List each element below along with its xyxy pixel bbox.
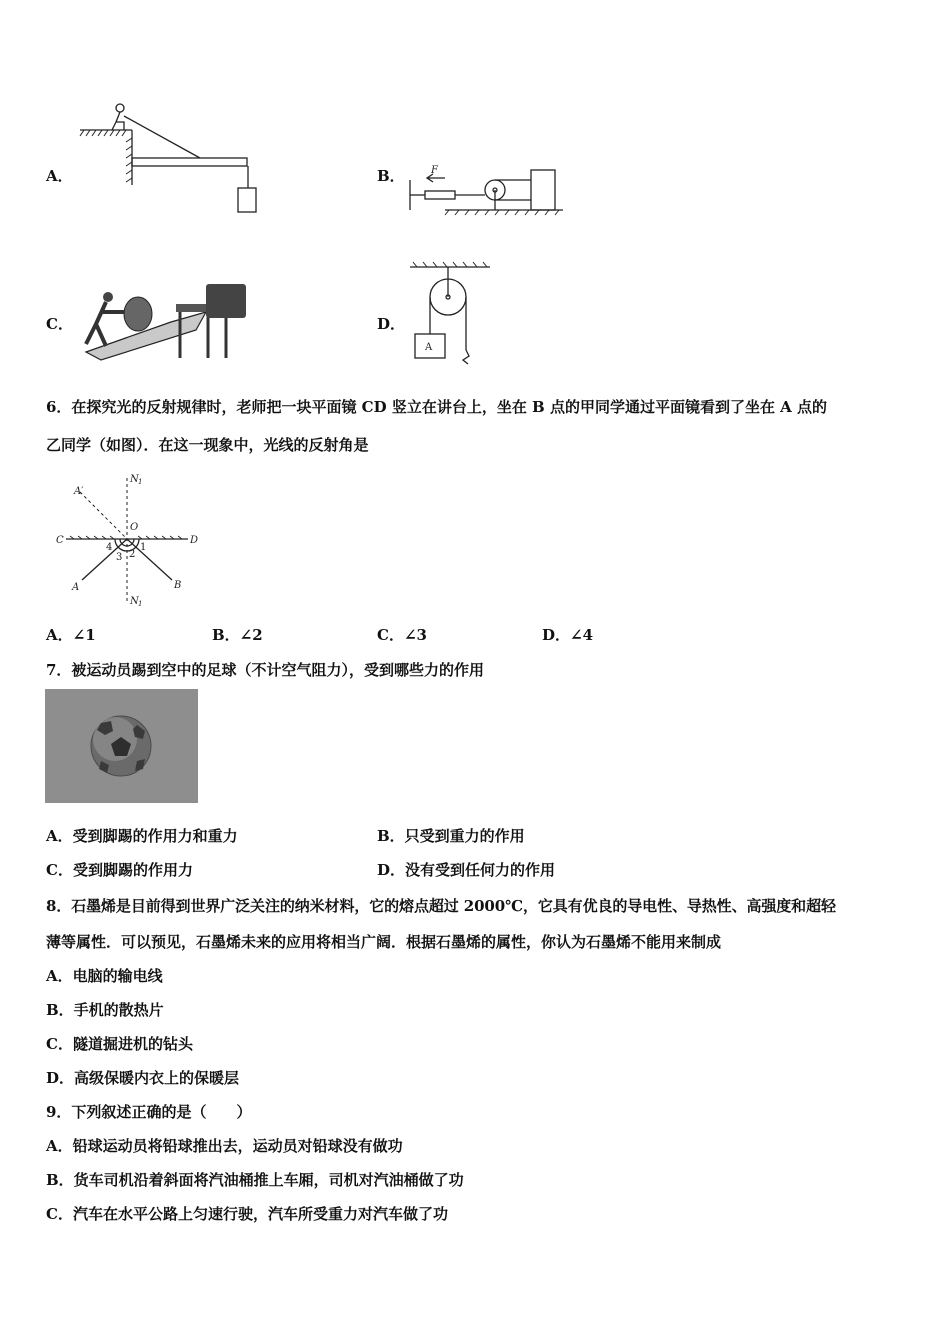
q5-figure-d-block-label: A <box>425 342 433 353</box>
q5-figure-b-spring-scale <box>405 160 565 215</box>
q8-stem-line1: 8．石墨烯是目前得到世界广泛关注的纳米材料，它的熔点超过 2000℃，它具有优良的导电性、导热性、高强度和超轻 <box>46 897 836 915</box>
q6-label-n-top-sub: 1 <box>138 478 143 486</box>
q6-label-a-prime: A′ <box>74 486 84 497</box>
q6-stem-line2: 乙同学（如图）．在这一现象中，光线的反射角是 <box>46 436 369 454</box>
q5-figure-c-ramp <box>76 282 256 362</box>
q6-label-n-bottom-sub: 1 <box>138 600 143 608</box>
q6-label-d: D <box>190 535 199 546</box>
q6-label-angle3: 3 <box>116 552 123 563</box>
q5-option-b-letter: B． <box>377 167 405 185</box>
q9-option-c: C．汽车在水平公路上匀速行驶，汽车所受重力对汽车做了功 <box>46 1205 448 1223</box>
q6-label-c: C <box>56 535 64 546</box>
q7-option-d: D．没有受到任何力的作用 <box>377 861 556 879</box>
q6-option-a: A．∠1 <box>46 626 96 644</box>
q5-figure-b-force-label: F <box>431 165 438 176</box>
q7-option-c: C．受到脚踢的作用力 <box>46 861 193 879</box>
q6-stem-line1: 6．在探究光的反射规律时，老师把一块平面镜 CD 竖立在讲台上，坐在 B 点的甲同学通过平面镜看到了坐在 A 点的 <box>46 398 828 416</box>
q7-soccer-ball-image <box>45 689 198 803</box>
q8-option-a: A．电脑的输电线 <box>46 967 163 985</box>
q8-option-c: C．隧道掘进机的钻头 <box>46 1035 193 1053</box>
q6-label-o: O <box>130 522 139 533</box>
q5-figure-a-lever <box>80 100 280 220</box>
q9-stem: 9．下列叙述正确的是（ ） <box>46 1103 252 1121</box>
q5-option-c-letter: C． <box>46 315 73 333</box>
q6-label-angle4: 4 <box>106 542 113 553</box>
q7-stem: 7．被运动员踢到空中的足球（不计空气阻力），受到哪些力的作用 <box>46 661 484 679</box>
q6-option-b: B．∠2 <box>212 626 263 644</box>
q6-label-n-top: N <box>130 474 139 485</box>
q6-option-c: C．∠3 <box>377 626 427 644</box>
q7-option-a: A．受到脚踢的作用力和重力 <box>46 827 238 845</box>
q9-option-a: A．铅球运动员将铅球推出去，运动员对铅球没有做功 <box>46 1137 403 1155</box>
q5-option-d-letter: D． <box>377 315 406 333</box>
q8-stem-line2: 薄等属性．可以预见，石墨烯未来的应用将相当广阔．根据石墨烯的属性，你认为石墨烯不能用来制成 <box>46 933 722 951</box>
q6-label-n-bottom: N <box>130 596 139 607</box>
q5-figure-d-pulley <box>405 262 495 367</box>
q6-reflection-diagram <box>52 470 212 610</box>
q7-option-b: B．只受到重力的作用 <box>377 827 525 845</box>
q8-option-b: B．手机的散热片 <box>46 1001 164 1019</box>
q6-label-b: B <box>174 580 182 591</box>
q6-label-angle1: 1 <box>140 542 147 553</box>
q5-option-a-letter: A． <box>46 167 73 185</box>
q6-label-a: A <box>72 582 80 593</box>
q8-option-d: D．高级保暖内衣上的保暖层 <box>46 1069 240 1087</box>
q6-option-d: D．∠4 <box>542 626 594 644</box>
q6-label-angle2: 2 <box>129 549 136 560</box>
q9-option-b: B．货车司机沿着斜面将汽油桶推上车厢，司机对汽油桶做了功 <box>46 1171 464 1189</box>
